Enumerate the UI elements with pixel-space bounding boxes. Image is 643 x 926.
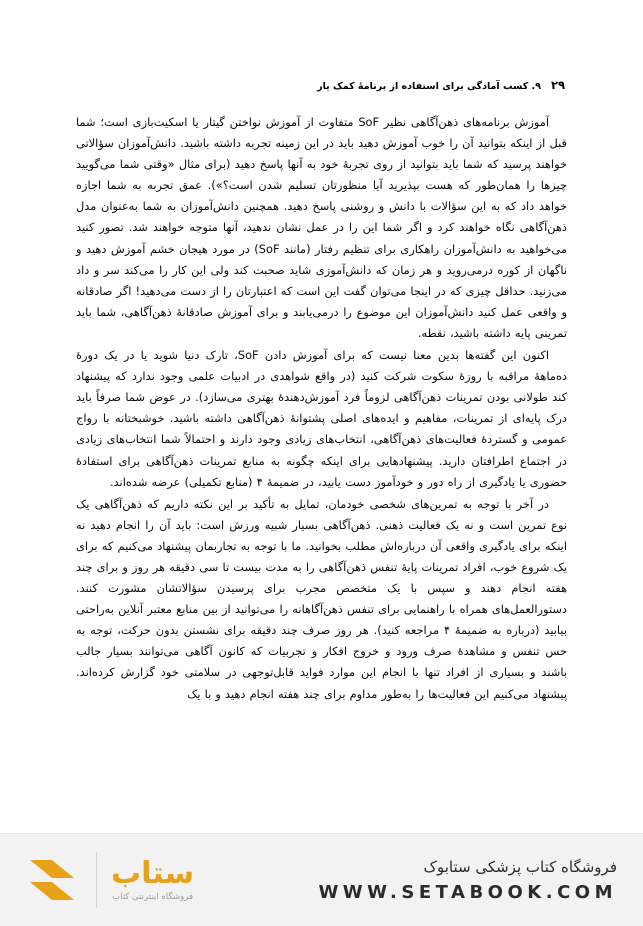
paragraph: آموزش برنامه‌های ذهن‌آگاهی نظیر SoF متفاوت از آموزش نواختن گیتار یا اسکیت‌بازی است؛ شما قبل از اینکه بتوانید آن را خوب آموزش دهید باید در این زمینه تجربه داشته باشید. دانش‌آموزان سؤالاتی خواهند پرسید که شما باید بتوانید از روی تجربهٔ خود به آنها پاسخ دهید (برای مثال «وقتی شما می‌گویید چیزها را همان‌طور که هست بپذیرید آیا منظورتان تسلیم شدن است؟»). عمق تجربه به شما اجازه خواهد داد که به این سؤالات با دانش و روشنی پاسخ دهید. همچنین دانش‌آموزان به شما به‌عنوان مدل ذهن‌آگاهی نگاه خواهند کرد و اگر شما این را در عمل نشان ندهید، آنها متوجه خواهند شد. تصور کنید می‌خواهید به دانش‌آموزان راهکاری برای تنظیم رفتار (مانند SoF) در مورد هیجان خشم آموزش دهید و ناگهان از کوره درمی‌روید و هر زمان که دانش‌آموزی شاید صحبت کند ولی این کار را می‌کند سر و داد می‌زنید. حداقل چیزی که در اینجا می‌توان گفت این است که اعتبارتان را از دست می‌دهید! اگر صادقانه و واقعی عمل کنید دانش‌آموزان این موضوع را درمی‌یابند و برای آموزش صادقانهٔ ذهن‌آگاهی، شما باید تمرینی پایه داشته باشید، نقطه. [76,115,568,340]
seta-logo-subtitle: فروشگاه اینترنتی کتاب [112,891,194,902]
seta-logo-text: ستاب [111,855,195,891]
brand-logo-group [22,852,194,908]
paragraph: در آخر با توجه به تمرین‌های شخصی خودمان، تمایل به تأکید بر این نکته داریم که ذهن‌آگاهی یک نوع تمرین است و نه یک فعالیت ذهنی. ذهن‌آگاهی بسیار شبیه ورزش است: باید آن را انجام دهید نه اینکه برای یادگیری واقعی آن درباره‌اش مطلب بخوانید. ما با توجه به تجاربمان پیشنهاد می‌کنیم که برای یک شروع خوب، افراد تمرینات پایهٔ تنفس ذهن‌آگاهی را به مدت بیست تا سی دقیقه هر روز و برای چند هفته انجام دهند و سپس با یک متخصص مجرب برای پرسیدن سؤالاتشان مشورت کنند. دستورالعمل‌های همراه با راهنمایی برای تنفس ذهن‌آگاهانه را می‌توانید از بین منابع معتبر آنلاین به‌راحتی بیابید (درباره به ضمیمهٔ ۴ مراجعه کنید). هر روز صرف چند دقیقه برای نشستن بدون حرکت، توجه به حس تنفس و مشاهدهٔ صرف ورود و خروج افکار و تجربیات که کانون آگاهی می‌توانند بسیار جالب باشند و بسیاری از افراد تنها با انجام این موارد فواید قابل‌توجهی در سلامتی خود گزارش کرده‌اند. پیشنهاد می‌کنیم این فعالیت‌ها را به‌طور مداوم برای چند هفته انجام دهید و با یک [76,496,567,701]
vertical-divider [96,852,97,908]
page-header [78,78,565,92]
shop-info [318,858,617,903]
site-url[interactable]: WWW.SETABOOK.COM [318,881,617,903]
body-text [76,112,567,706]
chevron-stack-icon [22,852,82,908]
footer-banner [0,833,643,926]
chapter-title: ۹. کسب آمادگی برای استفاده از برنامهٔ کمک یار [317,81,541,92]
shop-name: فروشگاه کتاب پزشکی ستابوک [423,857,617,876]
paragraph: اکنون این گفته‌ها بدین معنا نیست که برای آموزش دادن SoF، تارک دنیا شوید یا در یک دورهٔ ده‌ماههٔ مراقبه با روزهٔ سکوت شرکت کنید (در واقع شواهدی در ادبیات علمی وجود ندارد که پیشنهاد کند طولانی بودن تمرینات ذهن‌آگاهی لزوماً فرد آموزش‌دهندهٔ بهتری می‌سازد). در عوض شما صرفاً باید درک پایه‌ای از تمرینات، مفاهیم و ایده‌های اصلی پشتوانهٔ ذهن‌آگاهی داشته باشید. خوشبختانه با رواج عمومی و گستردهٔ فعالیت‌های ذهن‌آگاهی، انتخاب‌های زیادی وجود دارند و احتمالاً شما انتخاب‌های زیادی در اجتماع اطرافتان دارید. پیشنهادهایی برای اینکه چگونه به منابع تمرینات ذهن‌آگاهی برای استفادهٔ حضوری یا یادگیری از راه دور و خودآموز دست یابید، در ضمیمهٔ ۴ (منابع تکمیلی) عرضه شده‌اند. [76,348,567,489]
seta-wordmark [111,855,195,902]
page-number: ۲۹ [550,78,565,92]
